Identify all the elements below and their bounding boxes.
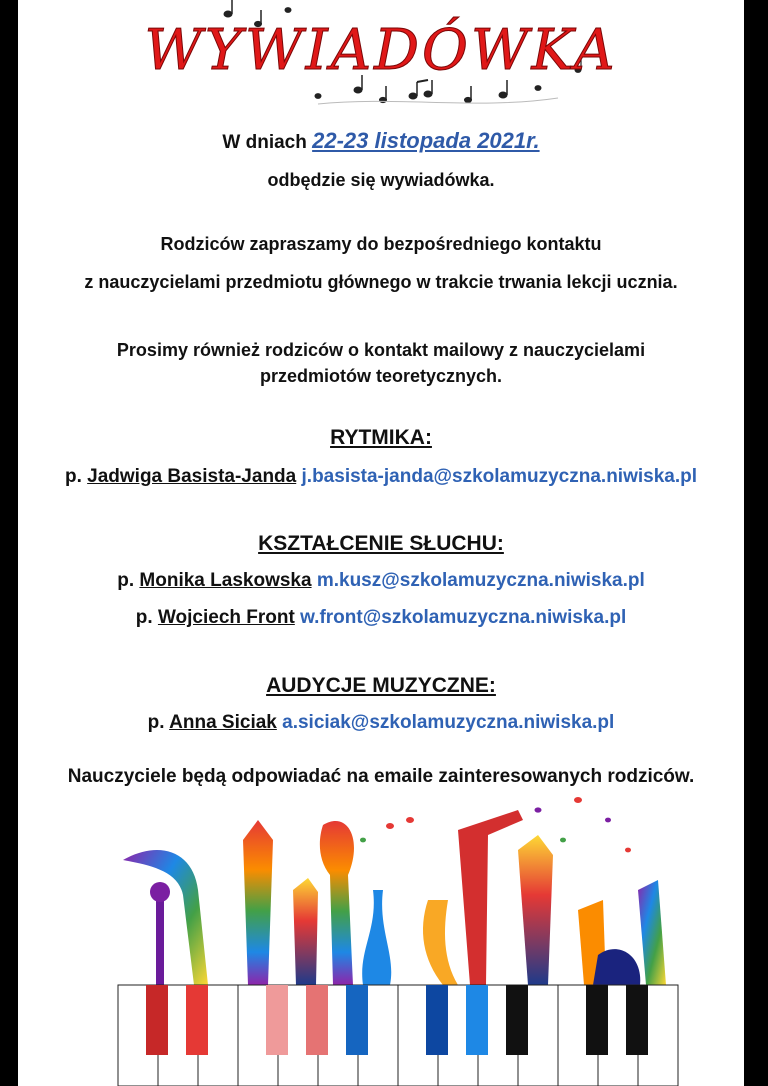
invite-line-2: z nauczycielami przedmiotu głównego w trakcie trwania lekcji ucznia.	[84, 272, 678, 292]
teacher-name: Wojciech Front	[157, 607, 295, 628]
piano-keys	[118, 985, 678, 1086]
teacher-email-link[interactable]: j.basista-janda@szkolamuzyczna.niwiska.pl	[301, 466, 698, 487]
contact-row	[18, 712, 744, 734]
closing-line: Nauczyciele będą odpowiadać na emaile zainteresowanych rodziców.	[67, 766, 695, 787]
teacher-email-link[interactable]: a.siciak@szkolamuzyczna.niwiska.pl	[282, 712, 615, 733]
contact-prefix: p.	[147, 712, 165, 733]
contact-prefix: p.	[135, 607, 153, 628]
teacher-name: Anna Siciak	[169, 712, 277, 733]
teacher-email-link[interactable]: m.kusz@szkolamuzyczna.niwiska.pl	[316, 570, 645, 591]
section-heading-rytmika: RYTMIKA:	[330, 426, 432, 449]
contact-prefix: p.	[64, 466, 82, 487]
invite-line-1: Rodziców zapraszamy do bezpośredniego kontaktu	[160, 234, 602, 254]
request-line-1: Prosimy również rodziców o kontakt mailowy z nauczycielami	[116, 340, 646, 360]
section-heading-audycje-muzyczne: AUDYCJE MUZYCZNE:	[266, 674, 496, 697]
instruments-piano-illustration	[18, 780, 744, 1086]
request-line-2: przedmiotów teoretycznych.	[259, 366, 503, 386]
section-heading-ksztalcenie-sluchu: KSZTAŁCENIE SŁUCHU:	[258, 532, 504, 555]
contact-row	[18, 570, 744, 592]
teacher-email-link[interactable]: w.front@szkolamuzyczna.niwiska.pl	[300, 607, 627, 628]
intro-prefix: W dniach	[222, 132, 307, 153]
intro-line	[18, 128, 744, 154]
teacher-name: Monika Laskowska	[139, 570, 312, 591]
contact-row	[18, 607, 744, 629]
title-block	[18, 0, 744, 120]
poster-sheet	[18, 0, 744, 1086]
contact-prefix: p.	[117, 570, 135, 591]
contact-row	[18, 466, 744, 488]
poster-title: WYWIADÓWKA	[144, 18, 618, 83]
meeting-date: 22-23 listopada 2021r.	[312, 128, 540, 153]
teacher-name: Jadwiga Basista-Janda	[87, 466, 297, 487]
intro-line-2: odbędzie się wywiadówka.	[267, 170, 495, 190]
